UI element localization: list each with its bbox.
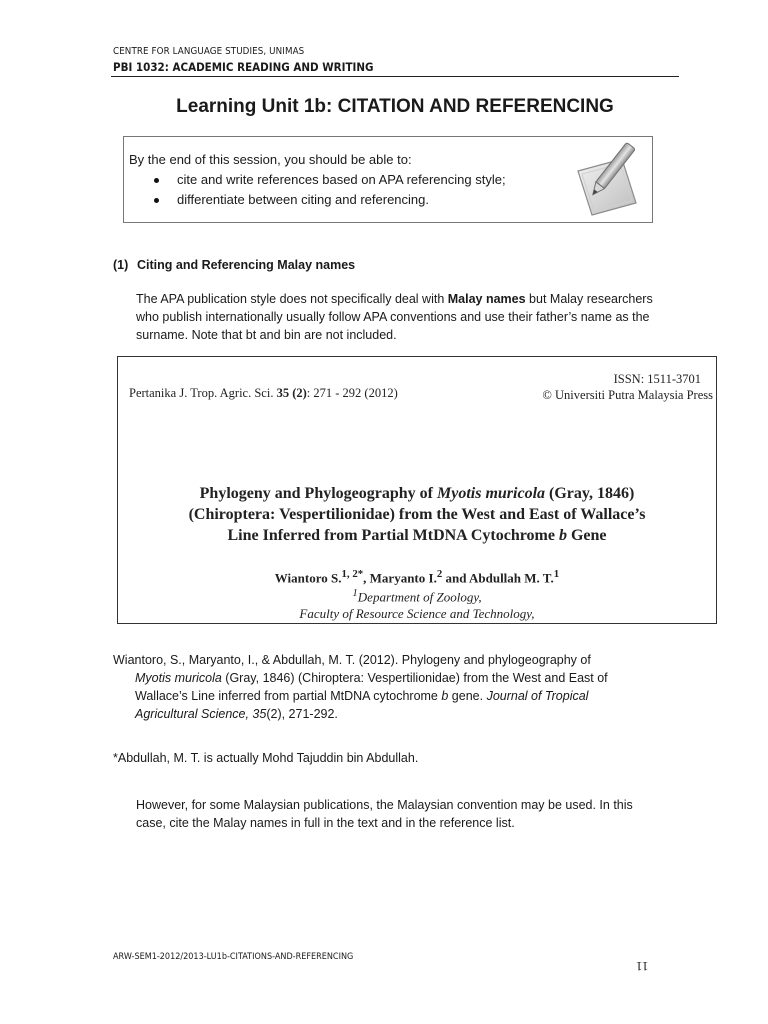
clipping-journal-citation: Pertanika J. Trop. Agric. Sci. 35 (2): 271 - 292 (2012) bbox=[129, 386, 398, 400]
clipping-copyright: © Universiti Putra Malaysia Press bbox=[542, 388, 713, 402]
header-course-title: PBI 1032: ACADEMIC READING AND WRITING bbox=[113, 60, 374, 74]
clipping-authors: Wiantoro S.$^{1, 2*}$, Maryanto I.$^2$ and Abdullah M. T.$^1$ bbox=[274, 568, 560, 586]
apa-reference-example: Wiantoro, S., Maryanto, I., & Abdullah, M. T. (2012). Phylogeny and phylogeography of Myotis muricola (Gray, 1846) (Chiroptera: Vespertilionidae) from the West and East of Wallace’s Line inferred from partial MtDNA cytochrome b gene. Journal of Tropical Agricultural Science, 35(2), 271-292. bbox=[113, 653, 608, 721]
malay-names-paragraph: The APA publication style does not specifically deal with Malay names but Malay researchers who publish internationally usually follow APA conventions and use their father’s name as the surname. Note that bt and bin are not included. bbox=[136, 292, 653, 342]
malaysian-convention-paragraph: However, for some Malaysian publications, the Malaysian convention may be used. In this case, cite the Malay names in full in the text and in the reference list. bbox=[136, 798, 633, 830]
journal-article-clipping bbox=[117, 356, 717, 624]
clipping-article-title: Phylogeny and Phylogeography of Myotis muricola (Gray, 1846) (Chiroptera: Vespertilionidae) from the West and East of Wallace’s Line Inferred from Partial MtDNA Cytochrome b Gene bbox=[188, 485, 646, 544]
page-title: Learning Unit 1b: CITATION AND REFERENCING bbox=[176, 96, 614, 117]
learning-objectives-box bbox=[123, 136, 653, 223]
clipping-faculty: Faculty of Resource Science and Technology, bbox=[299, 606, 535, 621]
emphasis-malay-names: Malay names bbox=[447, 292, 526, 306]
footer-document-code: ARW-SEM1-2012/2013-LU1b-CITATIONS-AND-REFERENCING bbox=[113, 952, 354, 962]
header-organization: CENTRE FOR LANGUAGE STUDIES, UNIMAS bbox=[113, 46, 305, 57]
objectives-intro: By the end of this session, you should be able to: bbox=[129, 152, 412, 167]
author-name-note: *Abdullah, M. T. is actually Mohd Tajuddin bin Abdullah. bbox=[113, 751, 419, 765]
objective-item: cite and write references based on APA referencing style; bbox=[152, 170, 506, 190]
clipping-issn: ISSN: 1511-3701 bbox=[613, 372, 701, 386]
section-heading-text: Citing and Referencing Malay names bbox=[137, 258, 356, 272]
header-divider bbox=[111, 76, 679, 77]
section-number: (1) bbox=[113, 258, 129, 272]
clipping-department: $^1$Department of Zoology, bbox=[352, 587, 482, 605]
notepad-pencil-icon bbox=[570, 141, 642, 221]
section-heading bbox=[113, 258, 355, 272]
objective-item: differentiate between citing and referencing. bbox=[152, 190, 506, 210]
objectives-list bbox=[152, 170, 506, 210]
page-number: 11 bbox=[636, 959, 649, 974]
